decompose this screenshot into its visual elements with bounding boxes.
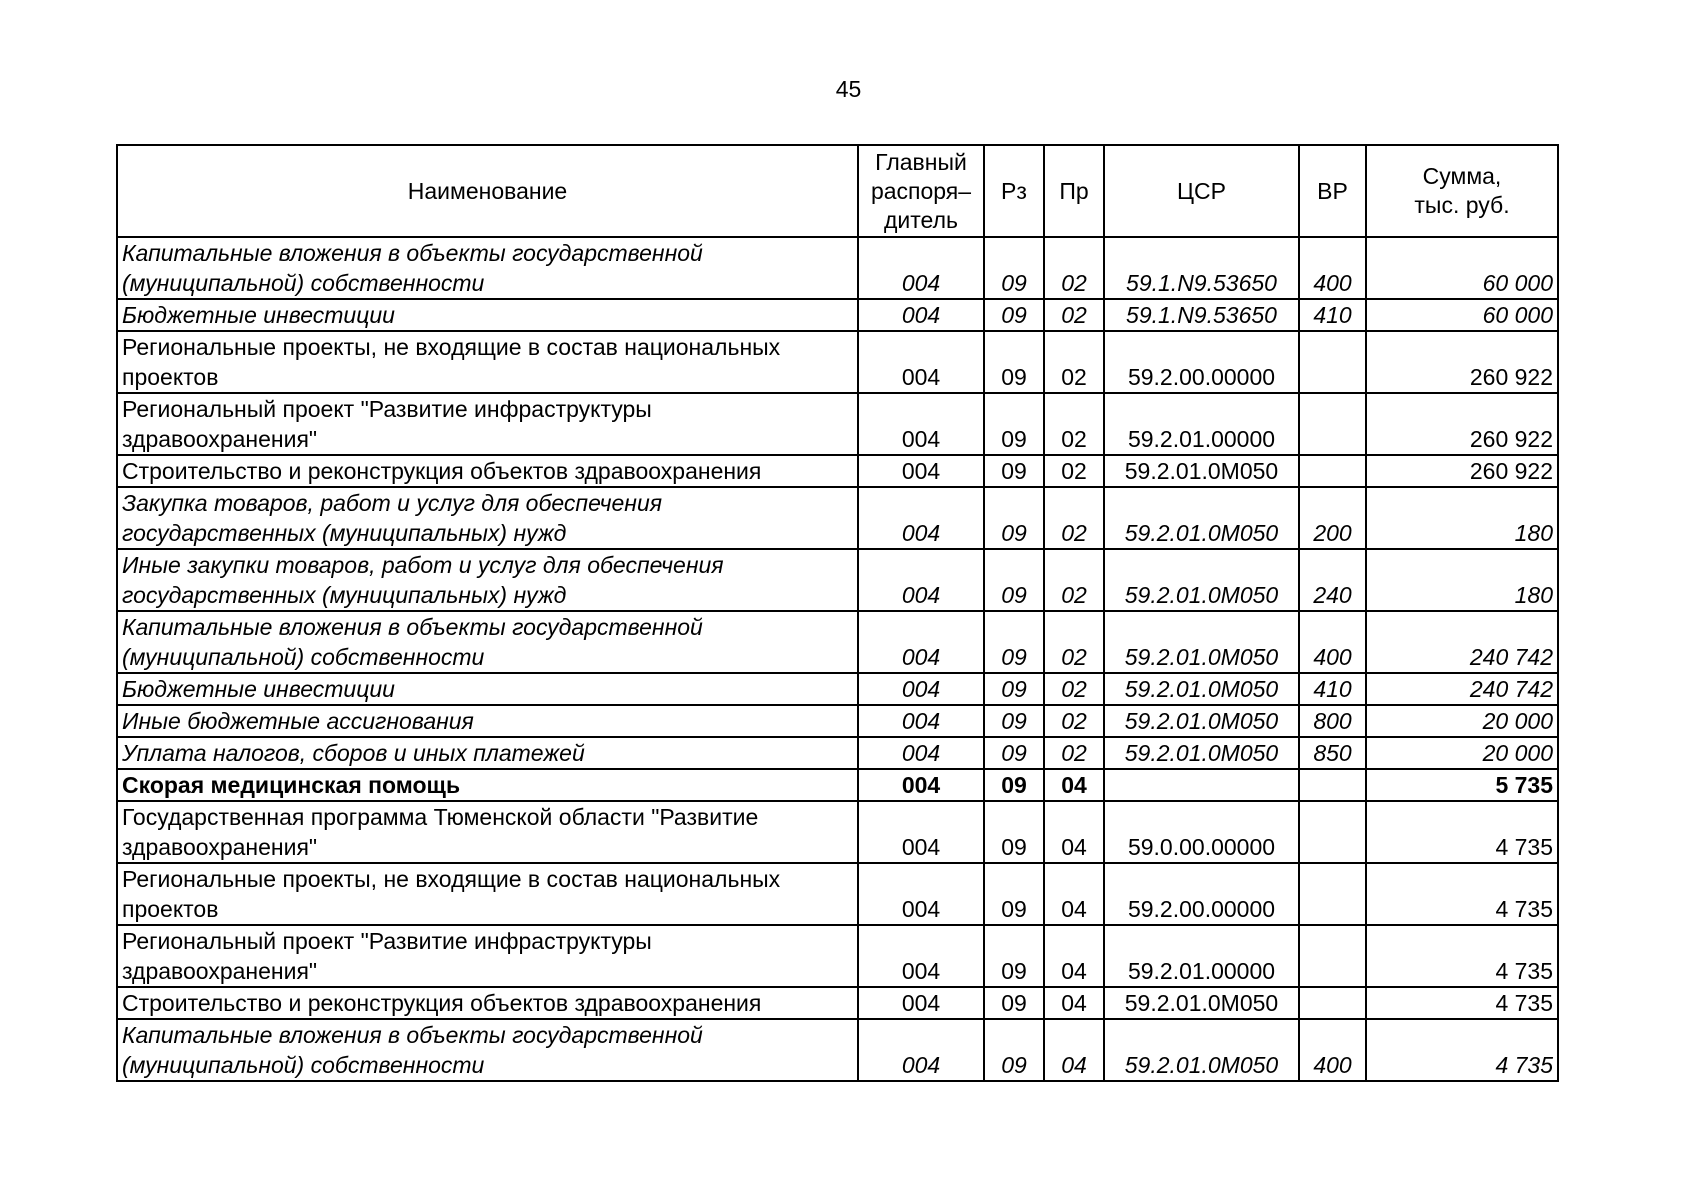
row-grbs: 004: [858, 863, 984, 925]
table-row: [117, 487, 1558, 549]
row-vr: 200: [1299, 487, 1366, 549]
row-pr: 04: [1044, 863, 1104, 925]
row-sum: 60 000: [1366, 237, 1558, 299]
row-vr: [1299, 801, 1366, 863]
row-csr: 59.2.01.0М050: [1104, 611, 1299, 673]
header-vr: ВР: [1299, 145, 1366, 237]
table-row: [117, 331, 1558, 393]
row-vr: [1299, 925, 1366, 987]
row-vr: [1299, 393, 1366, 455]
row-name: Региональный проект "Развитие инфраструктуры здравоохранения": [117, 925, 858, 987]
table-row: [117, 769, 1558, 801]
row-name: Строительство и реконструкция объектов здравоохранения: [117, 987, 858, 1019]
row-vr: 400: [1299, 611, 1366, 673]
row-rz: 09: [984, 611, 1044, 673]
row-grbs: 004: [858, 1019, 984, 1081]
row-csr: 59.2.01.0М050: [1104, 987, 1299, 1019]
row-csr: 59.2.01.00000: [1104, 925, 1299, 987]
header-grbs: [858, 145, 984, 237]
table-row: [117, 737, 1558, 769]
row-grbs: 004: [858, 673, 984, 705]
row-csr: 59.2.01.00000: [1104, 393, 1299, 455]
header-name: Наименование: [117, 145, 858, 237]
row-pr: 02: [1044, 331, 1104, 393]
row-grbs: 004: [858, 237, 984, 299]
table-row: [117, 393, 1558, 455]
row-csr: 59.1.N9.53650: [1104, 299, 1299, 331]
row-csr: [1104, 769, 1299, 801]
table-row: [117, 611, 1558, 673]
row-name: Иные бюджетные ассигнования: [117, 705, 858, 737]
row-rz: 09: [984, 393, 1044, 455]
header-pr: Пр: [1044, 145, 1104, 237]
row-csr: 59.2.00.00000: [1104, 331, 1299, 393]
row-rz: 09: [984, 769, 1044, 801]
row-pr: 02: [1044, 737, 1104, 769]
row-sum: 60 000: [1366, 299, 1558, 331]
page-number: 45: [835, 76, 862, 102]
row-sum: 260 922: [1366, 455, 1558, 487]
row-csr: 59.2.01.0М050: [1104, 455, 1299, 487]
row-grbs: 004: [858, 299, 984, 331]
row-vr: 400: [1299, 237, 1366, 299]
row-name: Бюджетные инвестиции: [117, 299, 858, 331]
row-name: Региональные проекты, не входящие в состав национальных проектов: [117, 331, 858, 393]
row-grbs: 004: [858, 331, 984, 393]
row-pr: 02: [1044, 549, 1104, 611]
row-name: Бюджетные инвестиции: [117, 673, 858, 705]
row-pr: 04: [1044, 1019, 1104, 1081]
table-row: [117, 925, 1558, 987]
row-grbs: 004: [858, 987, 984, 1019]
row-sum: 260 922: [1366, 393, 1558, 455]
row-grbs: 004: [858, 393, 984, 455]
row-sum: 20 000: [1366, 705, 1558, 737]
row-grbs: 004: [858, 549, 984, 611]
row-name: Уплата налогов, сборов и иных платежей: [117, 737, 858, 769]
row-rz: 09: [984, 673, 1044, 705]
row-vr: [1299, 987, 1366, 1019]
row-vr: 400: [1299, 1019, 1366, 1081]
row-csr: 59.2.01.0М050: [1104, 1019, 1299, 1081]
row-vr: 240: [1299, 549, 1366, 611]
header-grbs-line1: Главный: [875, 148, 967, 175]
row-name: Иные закупки товаров, работ и услуг для обеспечения государственных (муниципальных) нужд: [117, 549, 858, 611]
row-sum: 4 735: [1366, 1019, 1558, 1081]
row-rz: 09: [984, 487, 1044, 549]
row-rz: 09: [984, 549, 1044, 611]
row-sum: 4 735: [1366, 801, 1558, 863]
row-vr: [1299, 455, 1366, 487]
row-rz: 09: [984, 987, 1044, 1019]
budget-table: [116, 144, 1559, 1082]
table-row: [117, 1019, 1558, 1081]
table-row: [117, 705, 1558, 737]
row-vr: [1299, 769, 1366, 801]
row-grbs: 004: [858, 611, 984, 673]
row-grbs: 004: [858, 737, 984, 769]
row-vr: 850: [1299, 737, 1366, 769]
header-csr: ЦСР: [1104, 145, 1299, 237]
table-row: [117, 801, 1558, 863]
row-pr: 04: [1044, 769, 1104, 801]
header-sum-line2: тыс. руб.: [1414, 192, 1510, 218]
row-csr: 59.2.01.0М050: [1104, 487, 1299, 549]
row-vr: 410: [1299, 299, 1366, 331]
header-grbs-line3: дитель: [884, 206, 958, 233]
row-rz: 09: [984, 299, 1044, 331]
row-name: Государственная программа Тюменской области "Развитие здравоохранения": [117, 801, 858, 863]
row-vr: [1299, 863, 1366, 925]
row-name: Региональные проекты, не входящие в состав национальных проектов: [117, 863, 858, 925]
row-sum: 5 735: [1366, 769, 1558, 801]
row-vr: 800: [1299, 705, 1366, 737]
row-pr: 02: [1044, 455, 1104, 487]
row-csr: 59.2.01.0М050: [1104, 673, 1299, 705]
row-pr: 02: [1044, 705, 1104, 737]
row-rz: 09: [984, 455, 1044, 487]
table-row: [117, 673, 1558, 705]
row-grbs: 004: [858, 455, 984, 487]
row-vr: 410: [1299, 673, 1366, 705]
row-rz: 09: [984, 1019, 1044, 1081]
table-row: [117, 987, 1558, 1019]
table-row: [117, 863, 1558, 925]
row-rz: 09: [984, 863, 1044, 925]
row-sum: 4 735: [1366, 925, 1558, 987]
row-pr: 04: [1044, 987, 1104, 1019]
row-sum: 180: [1366, 549, 1558, 611]
row-csr: 59.0.00.00000: [1104, 801, 1299, 863]
row-sum: 260 922: [1366, 331, 1558, 393]
table-row: [117, 549, 1558, 611]
row-name: Региональный проект "Развитие инфраструктуры здравоохранения": [117, 393, 858, 455]
row-csr: 59.2.00.00000: [1104, 863, 1299, 925]
row-rz: 09: [984, 801, 1044, 863]
row-grbs: 004: [858, 801, 984, 863]
row-name: Строительство и реконструкция объектов здравоохранения: [117, 455, 858, 487]
row-grbs: 004: [858, 705, 984, 737]
header-sum-line1: Сумма,: [1422, 163, 1502, 189]
row-pr: 04: [1044, 801, 1104, 863]
table-row: [117, 455, 1558, 487]
row-pr: 02: [1044, 299, 1104, 331]
row-name: Капитальные вложения в объекты государственной (муниципальной) собственности: [117, 237, 858, 299]
row-csr: 59.2.01.0М050: [1104, 705, 1299, 737]
row-pr: 02: [1044, 237, 1104, 299]
row-csr: 59.2.01.0М050: [1104, 549, 1299, 611]
row-sum: 20 000: [1366, 737, 1558, 769]
row-grbs: 004: [858, 769, 984, 801]
row-sum: 240 742: [1366, 611, 1558, 673]
row-pr: 02: [1044, 487, 1104, 549]
row-name: Капитальные вложения в объекты государственной (муниципальной) собственности: [117, 1019, 858, 1081]
row-name: Капитальные вложения в объекты государственной (муниципальной) собственности: [117, 611, 858, 673]
header-sum: [1366, 145, 1558, 237]
header-rz: Рз: [984, 145, 1044, 237]
row-pr: 02: [1044, 611, 1104, 673]
table-row: [117, 237, 1558, 299]
row-pr: 02: [1044, 393, 1104, 455]
row-rz: 09: [984, 737, 1044, 769]
row-sum: 4 735: [1366, 863, 1558, 925]
row-rz: 09: [984, 331, 1044, 393]
row-sum: 240 742: [1366, 673, 1558, 705]
row-vr: [1299, 331, 1366, 393]
row-pr: 04: [1044, 925, 1104, 987]
row-rz: 09: [984, 925, 1044, 987]
header-grbs-line2: распоря–: [870, 177, 972, 204]
row-name: Скорая медицинская помощь: [117, 769, 858, 801]
table-header-row: [117, 145, 1558, 237]
row-grbs: 004: [858, 487, 984, 549]
row-rz: 09: [984, 705, 1044, 737]
row-csr: 59.2.01.0М050: [1104, 737, 1299, 769]
table-row: [117, 299, 1558, 331]
row-sum: 4 735: [1366, 987, 1558, 1019]
row-rz: 09: [984, 237, 1044, 299]
row-csr: 59.1.N9.53650: [1104, 237, 1299, 299]
row-grbs: 004: [858, 925, 984, 987]
row-name: Закупка товаров, работ и услуг для обеспечения государственных (муниципальных) нужд: [117, 487, 858, 549]
row-sum: 180: [1366, 487, 1558, 549]
row-pr: 02: [1044, 673, 1104, 705]
